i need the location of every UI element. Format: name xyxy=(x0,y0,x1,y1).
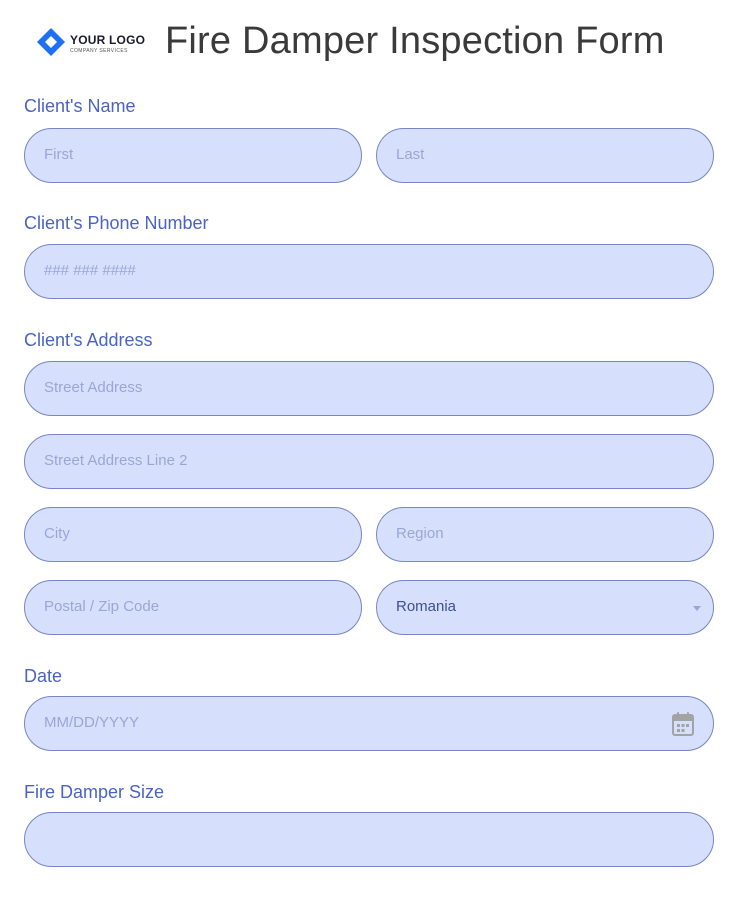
date-input[interactable] xyxy=(24,696,714,751)
first-name-placeholder: First xyxy=(44,146,74,163)
form-header xyxy=(0,0,740,90)
phone-input[interactable] xyxy=(24,244,714,299)
chevron-down-icon xyxy=(693,606,701,611)
last-name-input[interactable] xyxy=(376,128,714,183)
date-label: Date xyxy=(24,666,63,686)
postal-code-input[interactable] xyxy=(24,580,362,635)
postal-code-placeholder: Postal / Zip Code xyxy=(44,598,160,615)
city-input[interactable] xyxy=(24,507,362,562)
damper-size-input[interactable] xyxy=(24,812,714,867)
street-address-placeholder: Street Address xyxy=(44,379,143,396)
client-name-label: Client's Name xyxy=(24,96,136,116)
street-address-input[interactable] xyxy=(24,361,714,416)
last-name-placeholder: Last xyxy=(396,146,425,163)
phone-label: Client's Phone Number xyxy=(24,213,209,233)
address-label: Client's Address xyxy=(24,330,153,350)
calendar-icon[interactable] xyxy=(671,711,695,737)
region-input[interactable] xyxy=(376,507,714,562)
first-name-input[interactable] xyxy=(24,128,362,183)
logo-diamond-icon xyxy=(36,27,70,61)
damper-size-label: Fire Damper Size xyxy=(24,782,165,802)
street-address-line2-placeholder: Street Address Line 2 xyxy=(44,452,188,469)
country-selected-value: Romania xyxy=(396,598,457,615)
company-logo xyxy=(36,27,146,61)
logo-text: YOUR LOGO xyxy=(70,33,146,47)
logo-subtext: COMPANY SERVICES xyxy=(70,48,128,54)
page-title: Fire Damper Inspection Form xyxy=(165,20,665,62)
country-select[interactable] xyxy=(376,580,714,635)
date-placeholder: MM/DD/YYYY xyxy=(44,714,140,731)
phone-placeholder: ### ### #### xyxy=(44,262,136,279)
street-address-line2-input[interactable] xyxy=(24,434,714,489)
region-placeholder: Region xyxy=(396,525,444,542)
city-placeholder: City xyxy=(44,525,70,542)
